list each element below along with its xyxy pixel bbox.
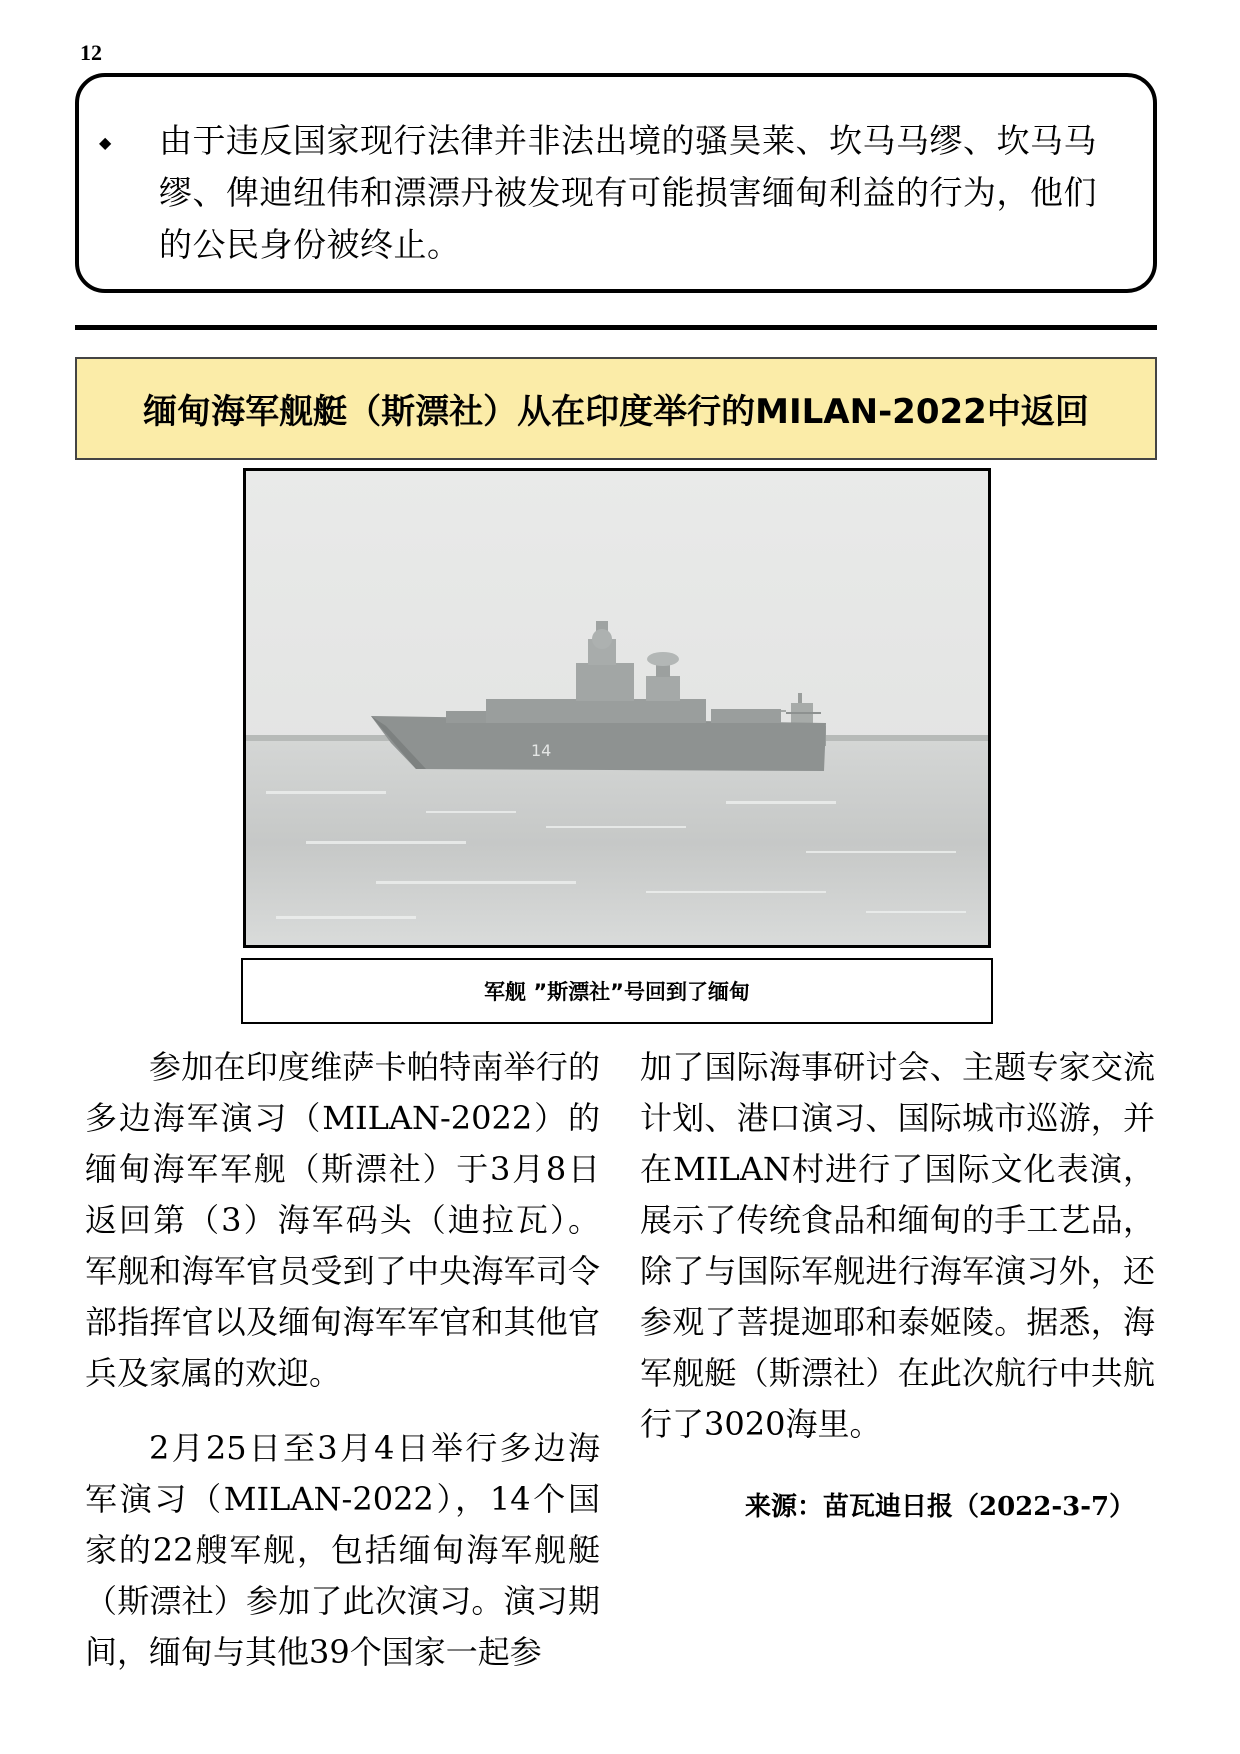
article-paragraph-2-continued: 加了国际海事研讨会、主题专家交流计划、港口演习、国际城市巡游，并在MILAN村进行了国际文化表演，展示了传统食品和缅甸的手工艺品，除了与国际军舰进行海军演习外，还参观了菩提迦耶和泰姬陵。据悉，海军舰艇（斯漂社）在此次航行中共航行了3020海里。 [640, 1048, 1155, 1443]
photo-caption: 军舰 ”斯漂社”号回到了缅甸 [484, 980, 750, 1004]
notice-text: 由于违反国家现行法律并非法出境的骚昊莱、坎马马缪、坎马马缪、俾迪纽伟和漂漂丹被发现有可能损害缅甸利益的行为，他们的公民身份被终止。 [159, 121, 1097, 264]
diamond-bullet-icon: ◆ [99, 133, 112, 152]
page-number: 12 [80, 40, 102, 65]
photo-caption-box [241, 958, 993, 1024]
article-headline: 缅甸海军舰艇（斯漂社）从在印度举行的MILAN-2022中返回 [143, 392, 1089, 432]
article-left-column [85, 1042, 600, 1678]
article-paragraph-2: 2月25日至3月4日举行多边海军演习（MILAN-2022），14个国家的22艘军舰，包括缅甸海军舰艇（斯漂社）参加了此次演习。演习期间，缅甸与其他39个国家一起参 [85, 1429, 600, 1671]
headline-banner [75, 357, 1157, 460]
article-paragraph-1: 参加在印度维萨卡帕特南举行的多边海军演习（MILAN-2022）的缅甸海军军舰（斯漂社）于3月8日返回第（3）海军码头（迪拉瓦）。军舰和海军官员受到了中央海军司令部指挥官以及缅甸海军军官和其他官兵及家属的欢迎。 [85, 1048, 600, 1392]
article-right-column [640, 1042, 1155, 1450]
hull-number: 14 [531, 741, 552, 760]
article-source: 来源：苗瓦迪日报（2022-3-7） [745, 1492, 1136, 1522]
section-divider [75, 325, 1157, 330]
warship-photo [243, 468, 991, 948]
notice-box [75, 73, 1157, 293]
warship-photo-image [246, 471, 988, 945]
